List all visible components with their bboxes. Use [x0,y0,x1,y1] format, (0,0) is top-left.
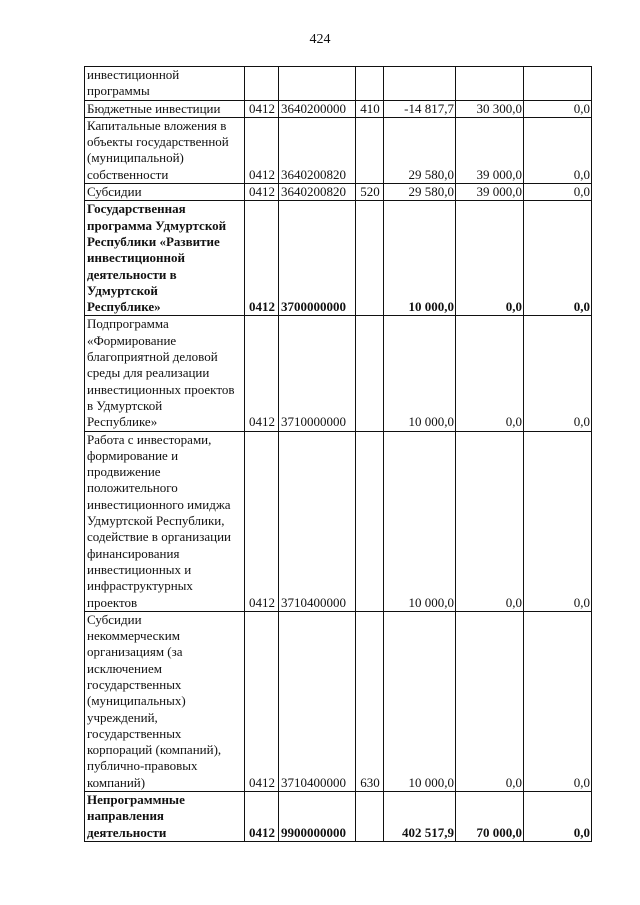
section-code-cell: 0412 [245,184,279,201]
amount-cell-2: 70 000,0 [456,792,524,842]
target-article-cell: 3640200000 [279,100,356,117]
section-code-cell [245,67,279,101]
amount-cell-1: 10 000,0 [384,431,456,611]
amount-cell-1: 10 000,0 [384,201,456,316]
row-name-cell: Субсидии некоммерческим организациям (за исключением государственных (муниципальных) учреждений, государственных корпораций (компаний), публично-правовых компаний) [85,611,245,791]
amount-cell-2: 0,0 [456,201,524,316]
target-article-cell: 3710000000 [279,316,356,431]
section-code-cell: 0412 [245,100,279,117]
amount-cell-2: 30 300,0 [456,100,524,117]
amount-cell-2: 39 000,0 [456,117,524,183]
table-row [85,431,592,611]
expense-type-cell: 520 [356,184,384,201]
table-row [85,100,592,117]
amount-cell-2: 0,0 [456,611,524,791]
expense-type-cell: 630 [356,611,384,791]
table-row [85,117,592,183]
amount-cell-1: 10 000,0 [384,611,456,791]
target-article-cell: 3710400000 [279,611,356,791]
section-code-cell: 0412 [245,792,279,842]
amount-cell-3: 0,0 [524,792,592,842]
table-row [85,67,592,101]
expense-type-cell [356,67,384,101]
amount-cell-1: 10 000,0 [384,316,456,431]
row-name-cell: Работа с инвесторами, формирование и продвижение положительного инвестиционного имиджа Удмуртской Республики, содействие в организации финансирования инвестиционных и инфраструктурных проектов [85,431,245,611]
amount-cell-3: 0,0 [524,100,592,117]
section-code-cell: 0412 [245,611,279,791]
amount-cell-2: 0,0 [456,316,524,431]
amount-cell-3: 0,0 [524,611,592,791]
target-article-cell: 3700000000 [279,201,356,316]
row-name-cell: Непрограммные направления деятельности [85,792,245,842]
amount-cell-2: 0,0 [456,431,524,611]
section-code-cell: 0412 [245,316,279,431]
amount-cell-3: 0,0 [524,184,592,201]
section-code-cell: 0412 [245,431,279,611]
row-name-cell: Подпрограмма «Формирование благоприятной деловой среды для реализации инвестиционных проектов в Удмуртской Республике» [85,316,245,431]
budget-table [84,66,592,842]
section-code-cell: 0412 [245,201,279,316]
budget-table-body [85,67,592,842]
amount-cell-3: 0,0 [524,431,592,611]
amount-cell-3: 0,0 [524,316,592,431]
row-name-cell: Государственная программа Удмуртской Республики «Развитие инвестиционной деятельности в Удмуртской Республике» [85,201,245,316]
expense-type-cell [356,201,384,316]
target-article-cell: 3710400000 [279,431,356,611]
amount-cell-3: 0,0 [524,201,592,316]
amount-cell-2 [456,67,524,101]
table-row-non-program [85,792,592,842]
amount-cell-3 [524,67,592,101]
row-name-cell: Субсидии [85,184,245,201]
table-row [85,316,592,431]
target-article-cell: 3640200820 [279,117,356,183]
amount-cell-1: -14 817,7 [384,100,456,117]
amount-cell-1: 29 580,0 [384,184,456,201]
target-article-cell [279,67,356,101]
expense-type-cell [356,792,384,842]
amount-cell-3: 0,0 [524,117,592,183]
expense-type-cell [356,316,384,431]
amount-cell-1 [384,67,456,101]
expense-type-cell [356,431,384,611]
row-name-cell: Бюджетные инвестиции [85,100,245,117]
amount-cell-1: 29 580,0 [384,117,456,183]
row-name-cell: инвестиционной программы [85,67,245,101]
target-article-cell: 3640200820 [279,184,356,201]
section-code-cell: 0412 [245,117,279,183]
expense-type-cell [356,117,384,183]
table-row-program [85,201,592,316]
page-number: 424 [309,32,331,47]
table-row [85,184,592,201]
amount-cell-1: 402 517,9 [384,792,456,842]
target-article-cell: 9900000000 [279,792,356,842]
amount-cell-2: 39 000,0 [456,184,524,201]
row-name-cell: Капитальные вложения в объекты государственной (муниципальной) собственности [85,117,245,183]
expense-type-cell: 410 [356,100,384,117]
table-row [85,611,592,791]
